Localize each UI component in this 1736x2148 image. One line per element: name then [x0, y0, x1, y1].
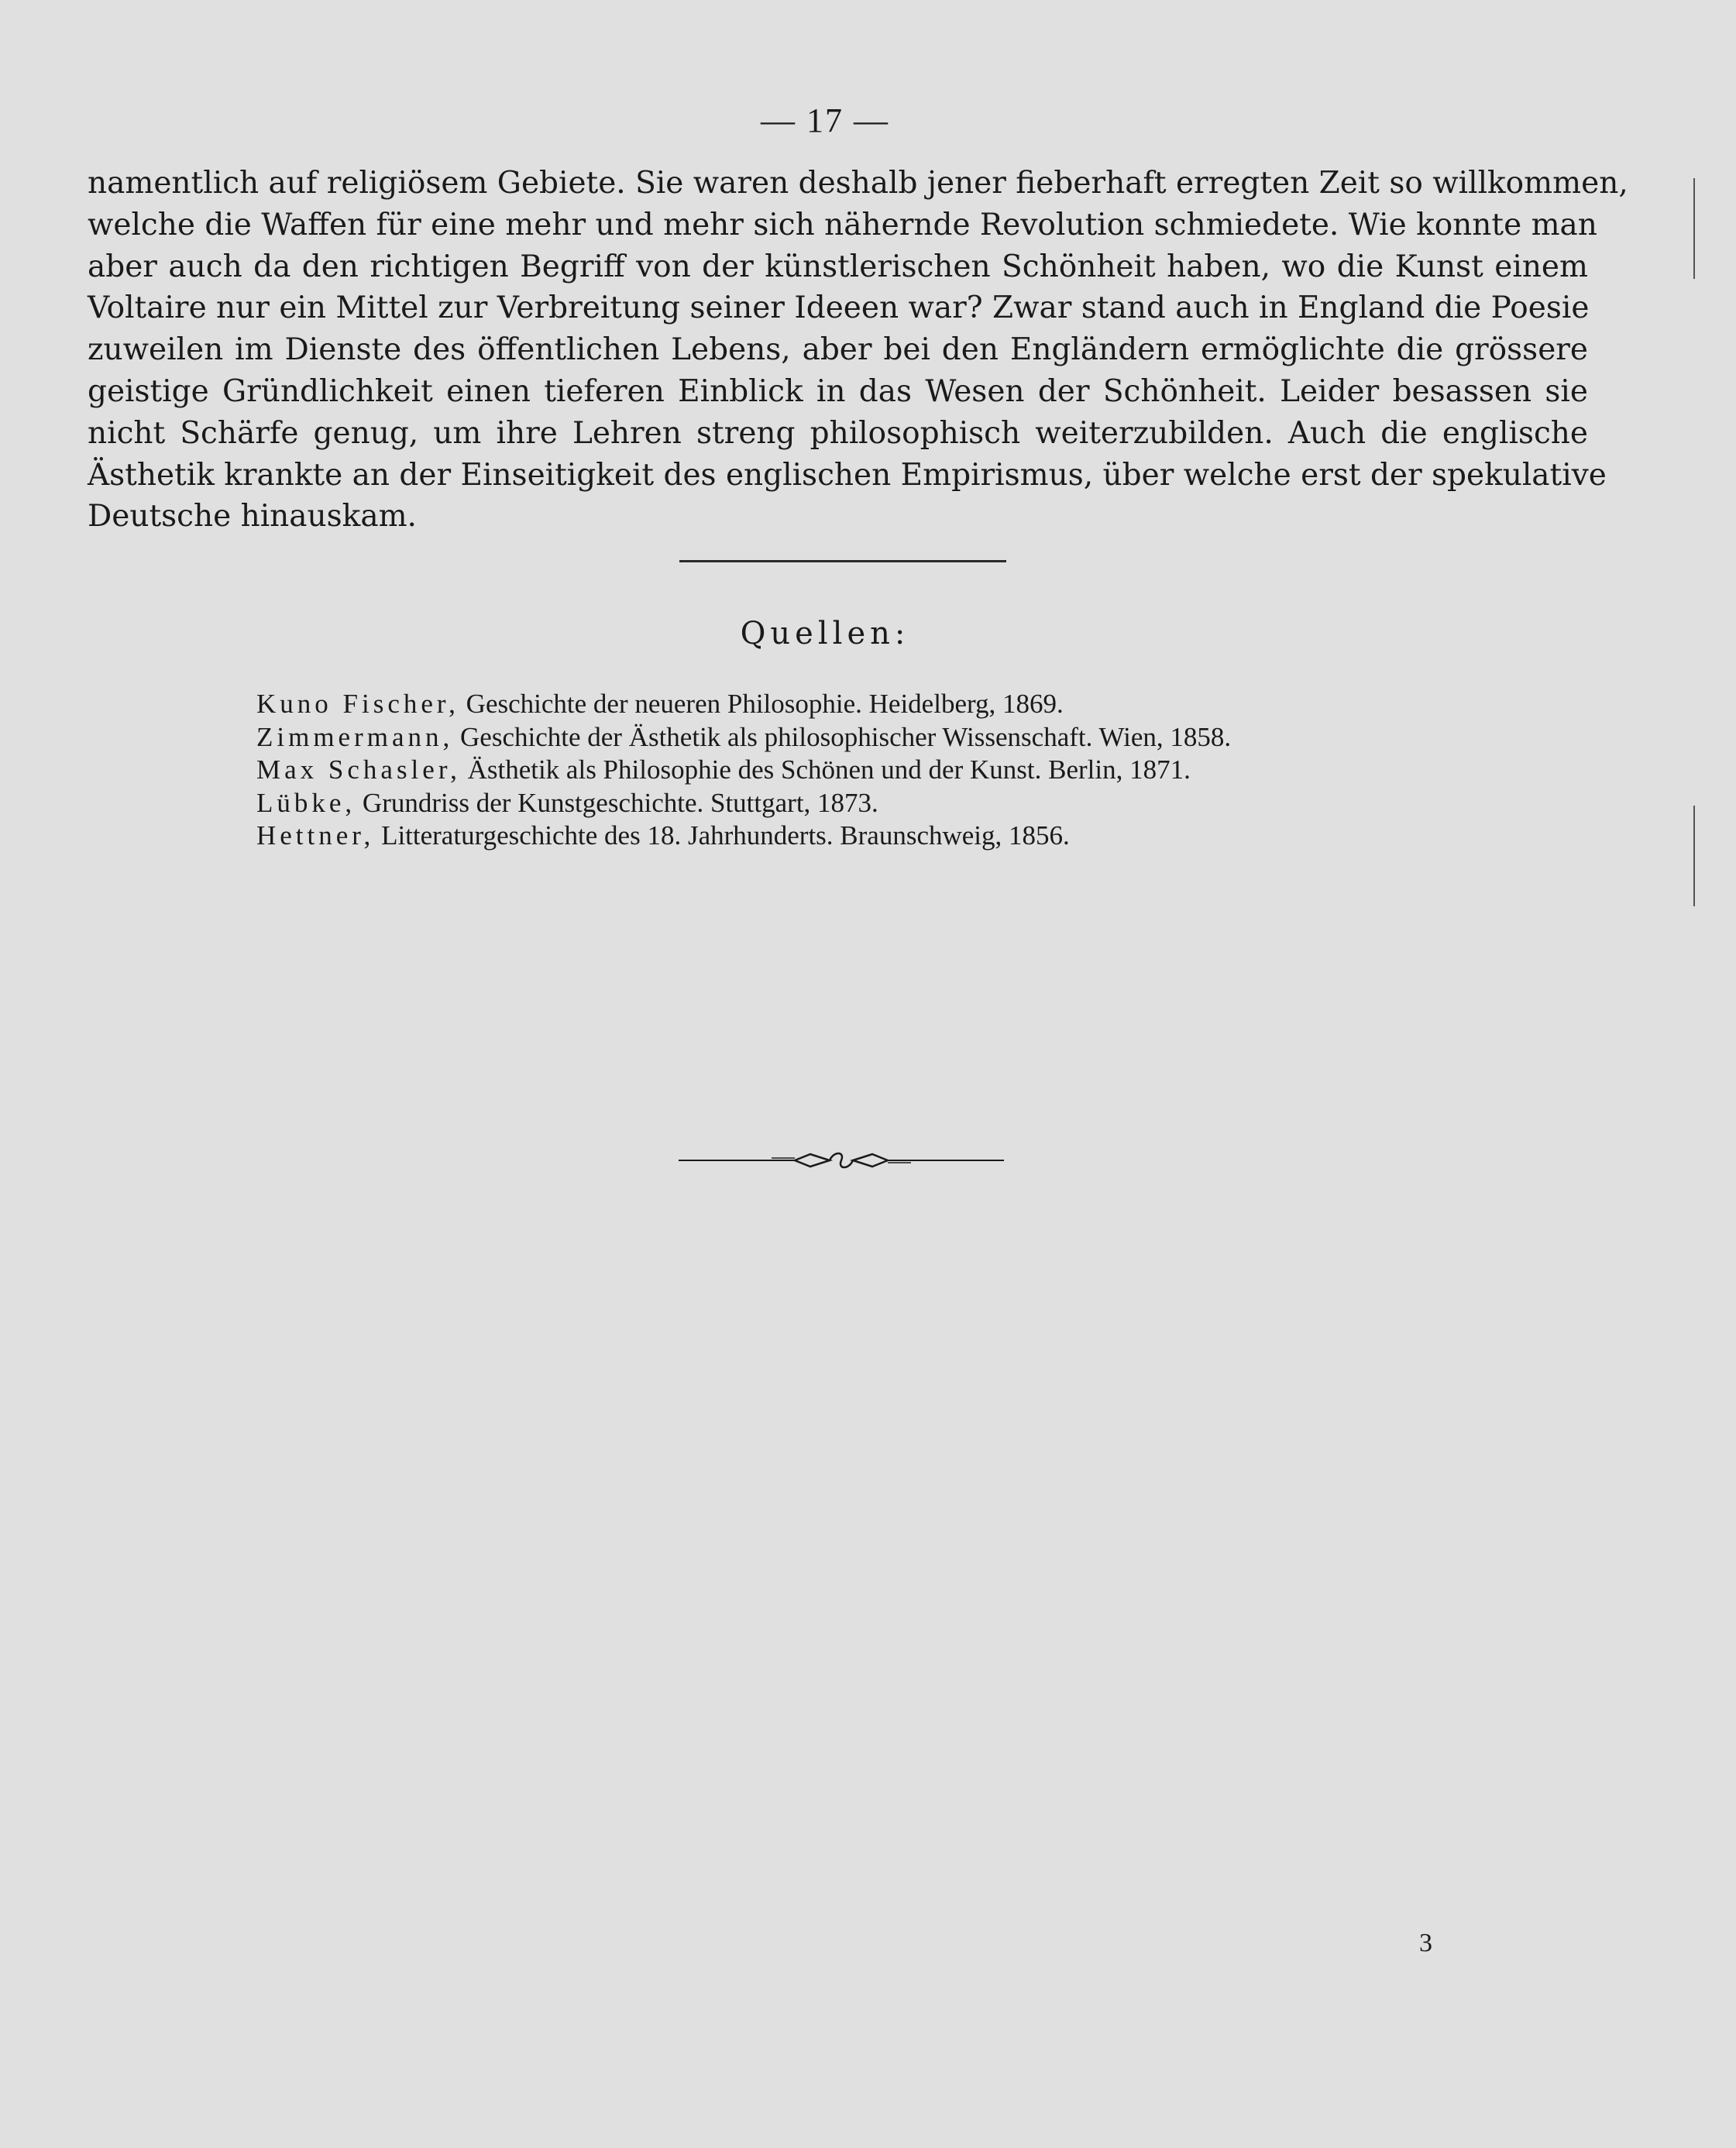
sources-list — [256, 688, 1496, 853]
body-line: nicht Schärfe genug, um ihre Lehren streng philosophisch weiterzubilden. Auch die englische — [88, 415, 1588, 451]
body-line: Voltaire nur ein Mittel zur Verbreitung seiner Ideeen war? Zwar stand auch in England die Poesie — [88, 290, 1590, 326]
source-text: Litteraturgeschichte des 18. Jahrhunderts. Braunschweig, 1856. — [381, 820, 1070, 851]
body-line: Ästhetik krankte an der Einseitigkeit des englischen Empirismus, über welche erst der spekulative — [88, 457, 1607, 493]
source-author: Zimmermann, — [256, 721, 454, 752]
section-divider — [679, 560, 1006, 562]
body-paragraph — [88, 163, 1628, 538]
source-text: Ästhetik als Philosophie des Schönen und der Kunst. Berlin, 1871. — [467, 754, 1191, 785]
body-line: namentlich auf religiösem Gebiete. Sie waren deshalb jener fieberhaft erregten Zeit so willkommen, — [88, 166, 1628, 201]
decorative-scroll-ornament-icon — [679, 1145, 1004, 1176]
body-line: aber auch da den richtigen Begriff von der künstlerischen Schönheit haben, wo die Kunst einem — [88, 249, 1588, 284]
body-line: geistige Gründlichkeit einen tieferen Einblick in das Wesen der Schönheit. Leider besassen sie — [88, 373, 1588, 409]
page-number: — 17 — — [761, 101, 889, 139]
body-line: welche die Waffen für eine mehr und mehr sich nähernde Revolution schmiedete. Wie konnte man — [88, 207, 1597, 242]
source-text: Geschichte der Ästhetik als philosophischer Wissenschaft. Wien, 1858. — [460, 721, 1232, 752]
source-entry — [256, 688, 1496, 721]
source-entry — [256, 820, 1496, 853]
scan-edge-line — [1693, 178, 1695, 279]
source-text: Grundriss der Kunstgeschichte. Stuttgart, 1873. — [362, 787, 878, 818]
source-author: Kuno Fischer, — [256, 689, 459, 719]
source-author: Max Schasler, — [256, 754, 461, 785]
scan-edge-line — [1693, 806, 1695, 906]
source-entry — [256, 754, 1496, 787]
body-line: zuweilen im Dienste des öffentlichen Lebens, aber bei den Engländern ermöglichte die grössere — [88, 332, 1588, 368]
sources-heading: Quellen: — [740, 616, 910, 651]
source-entry — [256, 721, 1496, 754]
source-author: Lübke, — [256, 787, 356, 818]
source-text: Geschichte der neueren Philosophie. Heidelberg, 1869. — [466, 689, 1064, 719]
source-author: Hettner, — [256, 820, 375, 851]
body-line: Deutsche hinauskam. — [88, 499, 417, 534]
signature-mark: 3 — [1419, 1929, 1432, 1957]
source-entry — [256, 787, 1496, 820]
